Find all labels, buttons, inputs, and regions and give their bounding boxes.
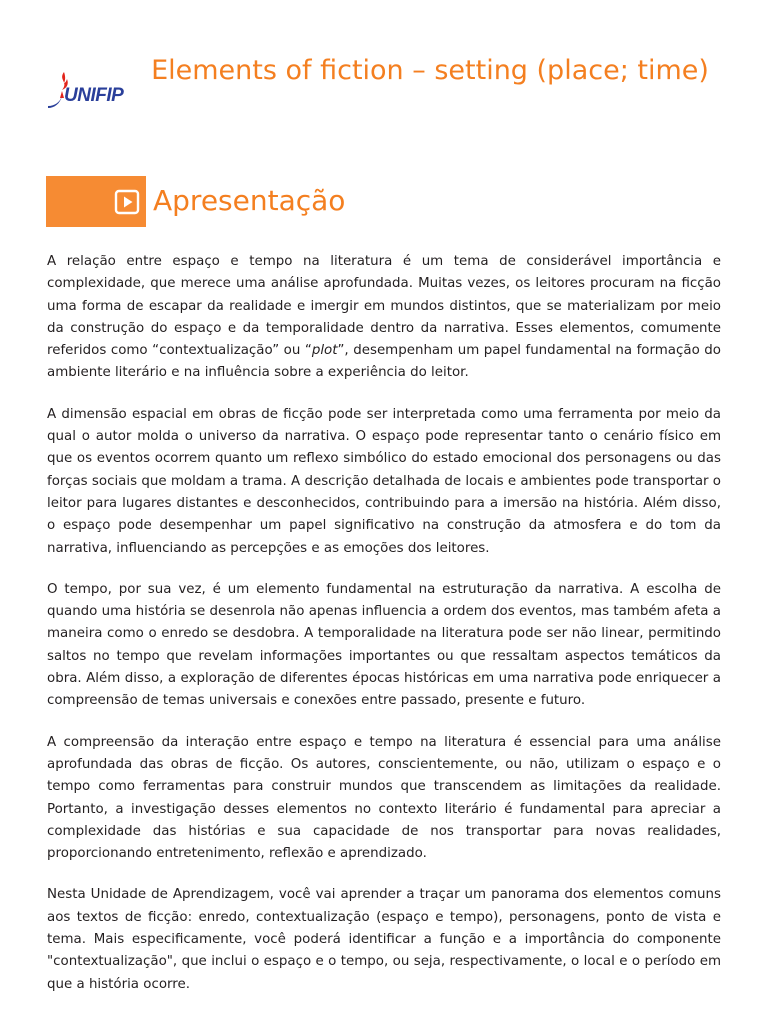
paragraph-2: A dimensão espacial em obras de ficção pode ser interpretada como uma ferramenta por meio da qual o autor molda o universo da narrativa. O espaço pode representar tanto o cenário físico em que os eventos ocorrem quanto um reflexo simbólico do estado emocional dos personagens ou das forças sociais que moldam a trama. A descrição detalhada de locais e ambientes pode transportar o leitor para lugares distantes e desconhecidos, contribuindo para a imersão na história. Além disso, o espaço pode desempenhar um papel significativo na construção da atmosfera e do tom da narrativa, influenciando as percepções e as emoções dos leitores. bbox=[47, 406, 721, 556]
page-header bbox=[0, 0, 768, 150]
page-title: Elements of fiction – setting (place; time) bbox=[151, 55, 709, 86]
paragraph-3: O tempo, por sua vez, é um elemento fundamental na estruturação da narrativa. A escolha de quando uma história se desenrola não apenas influencia a ordem dos eventos, mas também afeta a maneira como o enredo se desdobra. A temporalidade na literatura pode ser não linear, permitindo saltos no tempo que revelam informações importantes ou que ressaltam aspectos temáticos da obra. Além disso, a exploração de diferentes épocas históricas em uma narrativa pode enriquecer a compreensão de temas universais e conexões entre passado, presente e futuro. bbox=[47, 581, 721, 709]
play-icon bbox=[114, 189, 140, 215]
paragraph-1-part-a: A relação entre espaço e tempo na literatura é um tema de considerável importância e complexidade, que merece uma análise aprofundada. Muitas vezes, os leitores procuram na ficção uma forma de escapar da realidade e imergir em mundos distintos, que se materializam por meio da construção do espaço e da temporalidade dentro da narrativa. Esses elementos, comumente referidos como “contextualização” ou “ bbox=[47, 254, 721, 359]
logo-text: UNIFIP bbox=[64, 85, 124, 106]
section-title: Apresentação bbox=[153, 184, 346, 217]
paragraph-1-part-b: ”, desempenham um papel fundamental na formação do ambiente literário e na influência sobre a experiência do leitor. bbox=[47, 343, 721, 381]
paragraph-4: A compreensão da interação entre espaço e tempo na literatura é essencial para uma análise aprofundada das obras de ficção. Os autores, conscientemente, ou não, utilizam o espaço e o tempo como ferramentas para construir mundos que transcendem as limitações da realidade. Portanto, a investigação desses elementos no contexto literário é fundamental para apreciar a complexidade das histórias e sua capacidade de nos transportar para novas realidades, proporcionando entretenimento, reflexão e aprendizado. bbox=[47, 734, 721, 862]
document-body bbox=[47, 251, 721, 1015]
plot-term: plot bbox=[311, 343, 338, 359]
paragraph-5: Nesta Unidade de Aprendizagem, você vai aprender a traçar um panorama dos elementos comuns aos textos de ficção: enredo, contextualização (espaço e tempo), personagens, ponto de vista e tema. Mais especificamente, você poderá identificar a função e a importância do componente "contextualização", que inclui o espaço e o tempo, ou seja, respectivamente, o local e o período em que a história ocorre. bbox=[47, 887, 721, 992]
paragraph-1 bbox=[47, 251, 721, 385]
unifip-logo bbox=[46, 72, 146, 112]
